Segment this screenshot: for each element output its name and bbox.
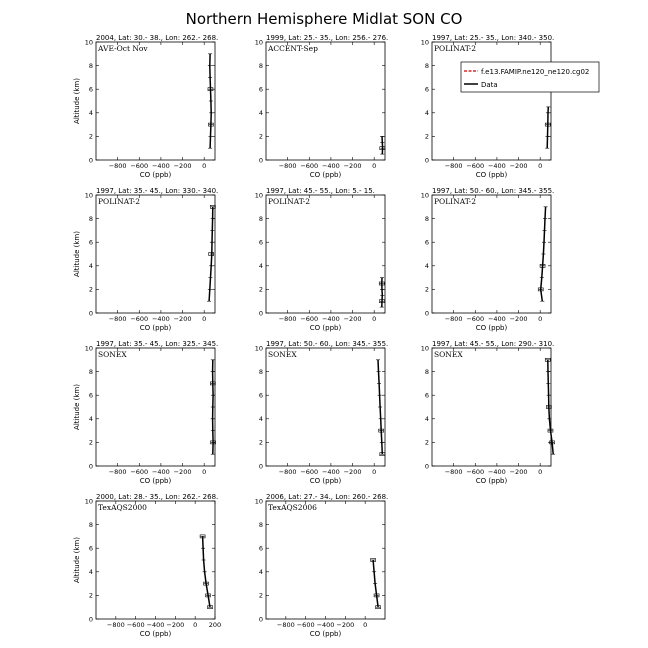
y-tick-label: 10 [84, 344, 93, 353]
y-tick-label: 8 [88, 214, 93, 223]
x-tick-label: −600 [126, 621, 145, 629]
x-axis-label: CO (ppb) [309, 171, 342, 179]
y-tick-label: 6 [88, 85, 93, 94]
x-axis-label: CO (ppb) [309, 324, 342, 332]
y-tick-label: 2 [258, 132, 263, 141]
x-tick-label: −200 [509, 162, 528, 170]
y-axis-label: Altitude (km) [73, 537, 81, 583]
y-tick-label: 0 [424, 462, 429, 471]
campaign-label: SONEX [434, 350, 463, 359]
y-tick-label: 8 [424, 367, 429, 376]
x-tick-label: −400 [487, 468, 506, 476]
y-tick-label: 0 [424, 309, 429, 318]
x-tick-label: −200 [173, 315, 192, 323]
x-axis-label: CO (ppb) [139, 324, 172, 332]
x-tick-label: −200 [343, 315, 362, 323]
y-tick-label: 10 [420, 191, 429, 200]
data-series-line [382, 136, 383, 154]
x-tick-label: −800 [444, 162, 463, 170]
y-tick-label: 10 [84, 497, 93, 506]
y-tick-label: 8 [88, 61, 93, 70]
x-tick-label: 0 [193, 621, 198, 629]
y-tick-label: 2 [88, 591, 93, 600]
x-tick-label: −600 [130, 468, 149, 476]
y-tick-label: 10 [420, 344, 429, 353]
y-tick-label: 0 [88, 309, 93, 318]
x-tick-label: −400 [151, 162, 170, 170]
y-tick-label: 8 [88, 367, 93, 376]
y-tick-label: 4 [258, 415, 263, 424]
y-tick-label: 8 [88, 520, 93, 529]
x-tick-label: −400 [487, 162, 506, 170]
y-tick-label: 4 [258, 109, 263, 118]
y-tick-label: 10 [254, 344, 263, 353]
x-tick-label: 0 [372, 315, 377, 323]
plot-frame [96, 348, 215, 466]
plot-frame [266, 195, 385, 313]
y-tick-label: 4 [424, 415, 429, 424]
y-tick-label: 4 [88, 262, 93, 271]
x-tick-label: 0 [372, 468, 377, 476]
x-axis-label: CO (ppb) [139, 630, 172, 638]
campaign-label: AVE-Oct Nov [98, 44, 148, 53]
campaign-label: TexAQS2000 [98, 503, 147, 512]
y-tick-label: 0 [258, 309, 263, 318]
x-tick-label: 0 [202, 162, 207, 170]
x-tick-label: 0 [363, 621, 368, 629]
y-tick-label: 8 [424, 61, 429, 70]
panel-header: 1997, Lat: 50.- 60., Lon: 345.- 355. [266, 340, 389, 348]
panel-11 [255, 493, 389, 638]
y-tick-label: 0 [424, 156, 429, 165]
plot-frame [432, 195, 551, 313]
y-tick-label: 6 [424, 391, 429, 400]
x-tick-label: −400 [151, 315, 170, 323]
figure-title: Northern Hemisphere Midlat SON CO [185, 10, 463, 28]
x-tick-label: −800 [278, 468, 297, 476]
x-axis-label: CO (ppb) [139, 171, 172, 179]
x-tick-label: −400 [146, 621, 165, 629]
legend-data-label: Data [481, 81, 498, 89]
x-axis-label: CO (ppb) [309, 477, 342, 485]
panel-header: 1997, Lat: 25.- 35., Lon: 340.- 350. [432, 34, 555, 42]
y-tick-label: 2 [258, 285, 263, 294]
y-tick-label: 0 [258, 615, 263, 624]
panel-header: 1997, Lat: 45.- 55., Lon: 5.- 15. [266, 187, 375, 195]
plot-frame [96, 42, 215, 160]
y-axis-label: Altitude (km) [73, 384, 81, 430]
y-tick-label: 2 [88, 285, 93, 294]
legend-model-label: f.e13.FAMIP.ne120_ne120.cg02 [481, 68, 590, 76]
x-tick-label: −400 [321, 162, 340, 170]
x-tick-label: 0 [538, 162, 543, 170]
y-tick-label: 4 [88, 415, 93, 424]
y-tick-label: 2 [88, 438, 93, 447]
panel-header: 2006, Lat: 27.- 34., Lon: 260.- 268. [266, 493, 389, 501]
panel-6 [421, 187, 555, 332]
panel-1 [73, 34, 218, 179]
x-tick-label: −600 [130, 162, 149, 170]
y-tick-label: 6 [258, 391, 263, 400]
campaign-label: POLINAT-2 [434, 44, 477, 53]
y-tick-label: 6 [258, 238, 263, 247]
plot-frame [96, 195, 215, 313]
x-tick-label: 0 [538, 315, 543, 323]
panel-header: 2004, Lat: 30.- 38., Lon: 262.- 268. [96, 34, 219, 42]
x-tick-label: −200 [173, 468, 192, 476]
x-tick-label: −400 [321, 315, 340, 323]
y-tick-label: 10 [420, 38, 429, 47]
y-tick-label: 10 [254, 191, 263, 200]
y-tick-label: 2 [258, 438, 263, 447]
x-tick-label: −600 [300, 162, 319, 170]
y-tick-label: 6 [424, 238, 429, 247]
x-tick-label: −200 [343, 468, 362, 476]
panel-header: 1997, Lat: 45.- 55., Lon: 290.- 310. [432, 340, 555, 348]
x-tick-label: −800 [278, 315, 297, 323]
x-tick-label: −800 [444, 315, 463, 323]
x-tick-label: −600 [300, 468, 319, 476]
y-tick-label: 0 [88, 615, 93, 624]
plot-frame [266, 42, 385, 160]
panel-7 [73, 340, 218, 485]
panel-8 [255, 340, 389, 485]
x-tick-label: −600 [296, 621, 315, 629]
x-tick-label: −800 [278, 162, 297, 170]
x-tick-label: −600 [466, 162, 485, 170]
x-tick-label: 0 [202, 468, 207, 476]
y-tick-label: 0 [88, 462, 93, 471]
y-tick-label: 4 [424, 109, 429, 118]
y-tick-label: 8 [258, 214, 263, 223]
x-tick-label: 0 [372, 162, 377, 170]
panel-2 [255, 34, 389, 179]
x-tick-label: −600 [466, 315, 485, 323]
campaign-label: SONEX [268, 350, 297, 359]
y-tick-label: 8 [424, 214, 429, 223]
plot-frame [432, 42, 551, 160]
campaign-label: SONEX [98, 350, 127, 359]
y-tick-label: 0 [88, 156, 93, 165]
y-tick-label: 10 [84, 191, 93, 200]
x-tick-label: −400 [321, 468, 340, 476]
x-tick-label: −800 [444, 468, 463, 476]
x-tick-label: −200 [509, 468, 528, 476]
panel-header: 1999, Lat: 25.- 35., Lon: 256.- 276. [266, 34, 389, 42]
x-tick-label: −600 [130, 315, 149, 323]
panel-3 [421, 34, 555, 179]
campaign-label: POLINAT-2 [434, 197, 477, 206]
y-tick-label: 2 [258, 591, 263, 600]
x-tick-label: −800 [108, 162, 127, 170]
x-axis-label: CO (ppb) [475, 324, 508, 332]
x-tick-label: −600 [300, 315, 319, 323]
y-tick-label: 8 [258, 520, 263, 529]
x-tick-label: −200 [336, 621, 355, 629]
x-tick-label: −200 [166, 621, 185, 629]
y-axis-label: Altitude (km) [73, 78, 81, 124]
x-tick-label: 0 [202, 315, 207, 323]
y-tick-label: 4 [88, 568, 93, 577]
y-tick-label: 0 [258, 156, 263, 165]
x-tick-label: −800 [108, 468, 127, 476]
x-axis-label: CO (ppb) [475, 477, 508, 485]
x-tick-label: −800 [106, 621, 125, 629]
x-axis-label: CO (ppb) [309, 630, 342, 638]
campaign-label: POLINAT-2 [268, 197, 311, 206]
panel-5 [255, 187, 385, 332]
x-axis-label: CO (ppb) [475, 171, 508, 179]
y-tick-label: 6 [88, 544, 93, 553]
panels [73, 34, 555, 638]
legend [461, 62, 599, 92]
x-tick-label: −200 [509, 315, 528, 323]
y-tick-label: 2 [424, 285, 429, 294]
plot-frame [96, 501, 215, 619]
plot-frame [432, 348, 551, 466]
x-tick-label: −800 [276, 621, 295, 629]
x-tick-label: −400 [316, 621, 335, 629]
x-tick-label: 200 [208, 621, 222, 629]
x-tick-label: −200 [343, 162, 362, 170]
panel-header: 1997, Lat: 50.- 60., Lon: 345.- 355. [432, 187, 555, 195]
y-tick-label: 6 [88, 391, 93, 400]
plot-frame [266, 348, 385, 466]
x-tick-label: −400 [151, 468, 170, 476]
y-tick-label: 6 [424, 85, 429, 94]
x-tick-label: −800 [108, 315, 127, 323]
y-axis-label: Altitude (km) [73, 231, 81, 277]
y-tick-label: 10 [84, 38, 93, 47]
y-tick-label: 4 [258, 262, 263, 271]
y-tick-label: 8 [258, 61, 263, 70]
panel-header: 2000, Lat: 28.- 35., Lon: 262.- 268. [96, 493, 219, 501]
panel-4 [73, 187, 218, 332]
y-tick-label: 4 [424, 262, 429, 271]
y-tick-label: 6 [258, 85, 263, 94]
x-tick-label: −200 [173, 162, 192, 170]
x-axis-label: CO (ppb) [139, 477, 172, 485]
y-tick-label: 6 [258, 544, 263, 553]
y-tick-label: 2 [424, 132, 429, 141]
campaign-label: POLINAT-2 [98, 197, 141, 206]
y-tick-label: 2 [88, 132, 93, 141]
y-tick-label: 6 [88, 238, 93, 247]
y-tick-label: 2 [424, 438, 429, 447]
y-tick-label: 10 [254, 497, 263, 506]
y-tick-label: 10 [254, 38, 263, 47]
panel-10 [73, 493, 221, 638]
campaign-label: ACCENT-Sep [268, 44, 318, 53]
x-tick-label: 0 [538, 468, 543, 476]
y-tick-label: 4 [258, 568, 263, 577]
panel-header: 1997, Lat: 35.- 45., Lon: 330.- 340. [96, 187, 219, 195]
y-tick-label: 8 [258, 367, 263, 376]
panel-header: 1997, Lat: 35.- 45., Lon: 325.- 345. [96, 340, 219, 348]
x-tick-label: −600 [466, 468, 485, 476]
y-tick-label: 0 [258, 462, 263, 471]
x-tick-label: −400 [487, 315, 506, 323]
plot-frame [266, 501, 385, 619]
y-tick-label: 4 [88, 109, 93, 118]
campaign-label: TexAQS2006 [268, 503, 317, 512]
panel-9 [421, 340, 555, 485]
